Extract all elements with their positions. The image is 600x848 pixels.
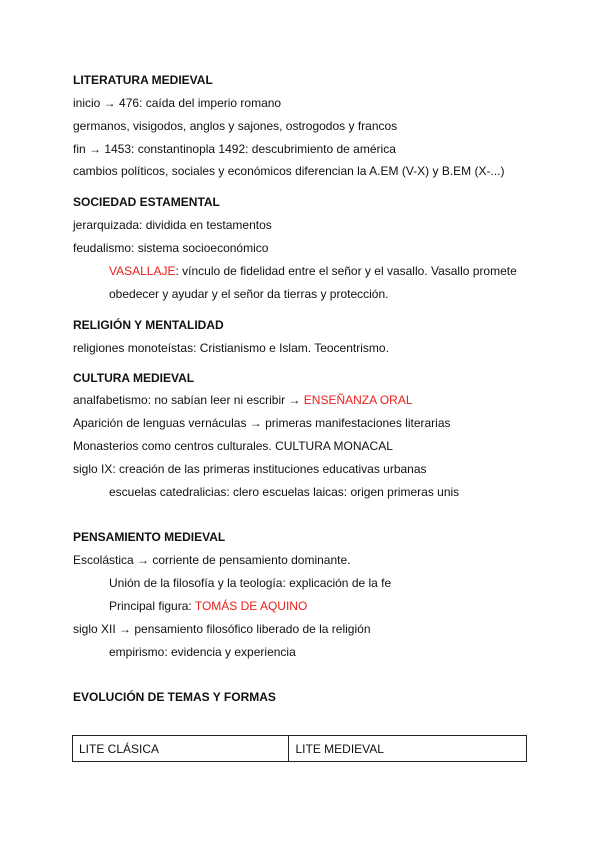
text-fragment: analfabetismo: no sabían leer ni escribir → <box>73 393 304 407</box>
table-header-cell: LITE CLÁSICA <box>73 736 289 762</box>
highlight-term: TOMÁS DE AQUINO <box>194 599 308 613</box>
text-line-analfabetismo <box>73 393 413 407</box>
table-header-cell: LITE MEDIEVAL <box>289 736 527 762</box>
text-line-vasallaje <box>109 264 517 278</box>
text-line: Aparición de lenguas vernáculas → primeras manifestaciones literarias <box>73 416 451 430</box>
text-fragment: : vínculo de fidelidad entre el señor y el vasallo. Vasallo promete <box>175 264 517 278</box>
text-line: Unión de la filosofía y la teología: explicación de la fe <box>109 576 392 590</box>
heading-evolucion: EVOLUCIÓN DE TEMAS Y FORMAS <box>73 690 276 704</box>
text-line: cambios políticos, sociales y económicos diferencian la A.EM (V-X) y B.EM (X-...) <box>73 164 505 178</box>
table-row <box>73 736 527 762</box>
text-line: religiones monoteístas: Cristianismo e Islam. Teocentrismo. <box>73 341 389 355</box>
text-line: Escolástica → corriente de pensamiento dominante. <box>73 553 351 567</box>
heading-literatura-medieval: LITERATURA MEDIEVAL <box>73 73 213 87</box>
text-fragment: Principal figura: <box>109 599 195 613</box>
text-line: obedecer y ayudar y el señor da tierras y protección. <box>109 287 389 301</box>
text-line: siglo XII → pensamiento filosófico liberado de la religión <box>73 622 371 636</box>
heading-religion-mentalidad: RELIGIÓN Y MENTALIDAD <box>73 318 224 332</box>
heading-pensamiento-medieval: PENSAMIENTO MEDIEVAL <box>73 530 226 544</box>
text-line: escuelas catedralicias: clero escuelas laicas: origen primeras unis <box>109 485 460 499</box>
text-line: empirismo: evidencia y experiencia <box>109 645 296 659</box>
heading-cultura-medieval: CULTURA MEDIEVAL <box>73 371 195 385</box>
heading-sociedad-estamental: SOCIEDAD ESTAMENTAL <box>73 195 220 209</box>
highlight-term: VASALLAJE <box>109 264 176 278</box>
text-line: jerarquizada: dividida en testamentos <box>73 218 272 232</box>
text-line: germanos, visigodos, anglos y sajones, ostrogodos y francos <box>73 119 398 133</box>
highlight-term: ENSEÑANZA ORAL <box>303 393 413 407</box>
text-line: fin → 1453: constantinopla 1492: descubrimiento de américa <box>73 142 396 156</box>
text-line: siglo IX: creación de las primeras instituciones educativas urbanas <box>73 462 427 476</box>
text-line: feudalismo: sistema socioeconómico <box>73 241 269 255</box>
text-line: Monasterios como centros culturales. CULTURA MONACAL <box>73 439 393 453</box>
text-line-principal-figura <box>109 599 307 613</box>
comparison-table <box>72 735 527 762</box>
text-line: inicio → 476: caída del imperio romano <box>73 96 282 110</box>
